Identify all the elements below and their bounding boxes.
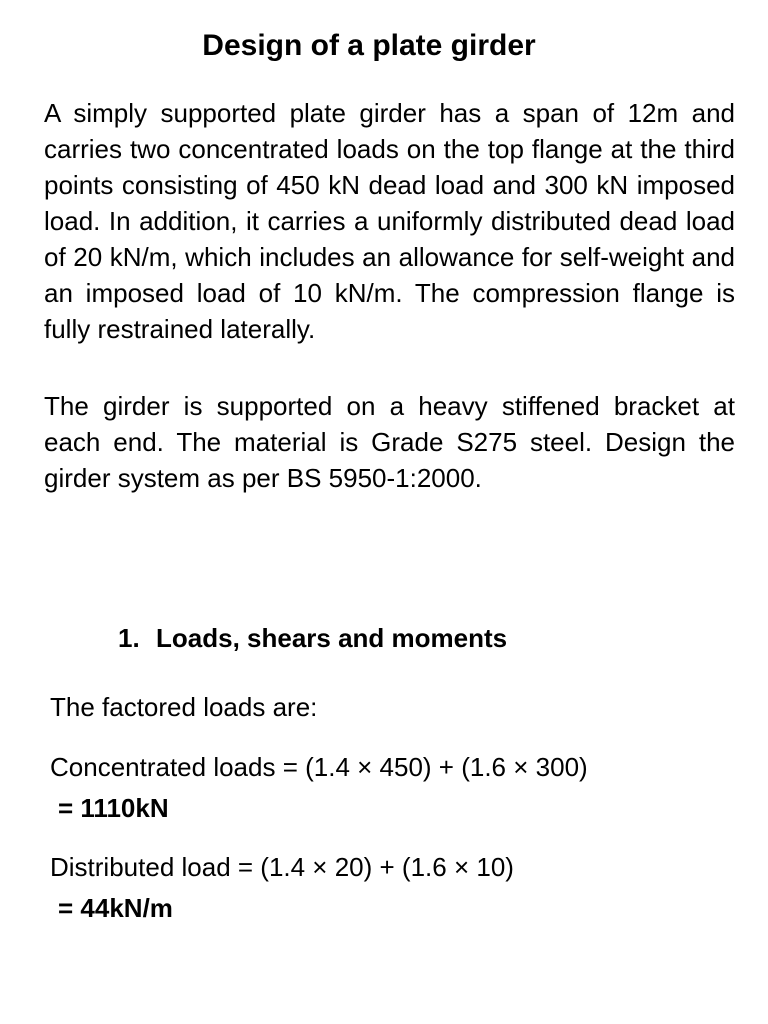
distributed-load-result: = 44kN/m <box>58 893 173 923</box>
section-title: Loads, shears and moments <box>156 623 508 653</box>
problem-statement-paragraph: A simply supported plate girder has a span of 12m and carries two concentrated loads on the top flange at the third points consisting of 450 kN dead load and 300 kN imposed load. In addition, it carries a uniformly distributed dead load of 20 kN/m, which includes an allowance for self-weight and an imposed load of 10 kN/m. The compression flange is fully restrained laterally. <box>44 98 735 344</box>
factored-loads-intro: The factored loads are: <box>50 692 318 722</box>
concentrated-load-result: = 1110kN <box>58 793 169 823</box>
concentrated-load-expression: Concentrated loads = (1.4 × 450) + (1.6 × 300) <box>50 752 588 782</box>
section-number: 1. <box>118 623 140 653</box>
distributed-load-expression: Distributed load = (1.4 × 20) + (1.6 × 10) <box>50 852 514 882</box>
support-conditions-paragraph: The girder is supported on a heavy stiffened bracket at each end. The material is Grade S275 steel. Design the girder system as per BS 5950-1:2000. <box>44 391 735 493</box>
page-title: Design of a plate girder <box>202 29 536 62</box>
section-heading <box>118 620 507 656</box>
